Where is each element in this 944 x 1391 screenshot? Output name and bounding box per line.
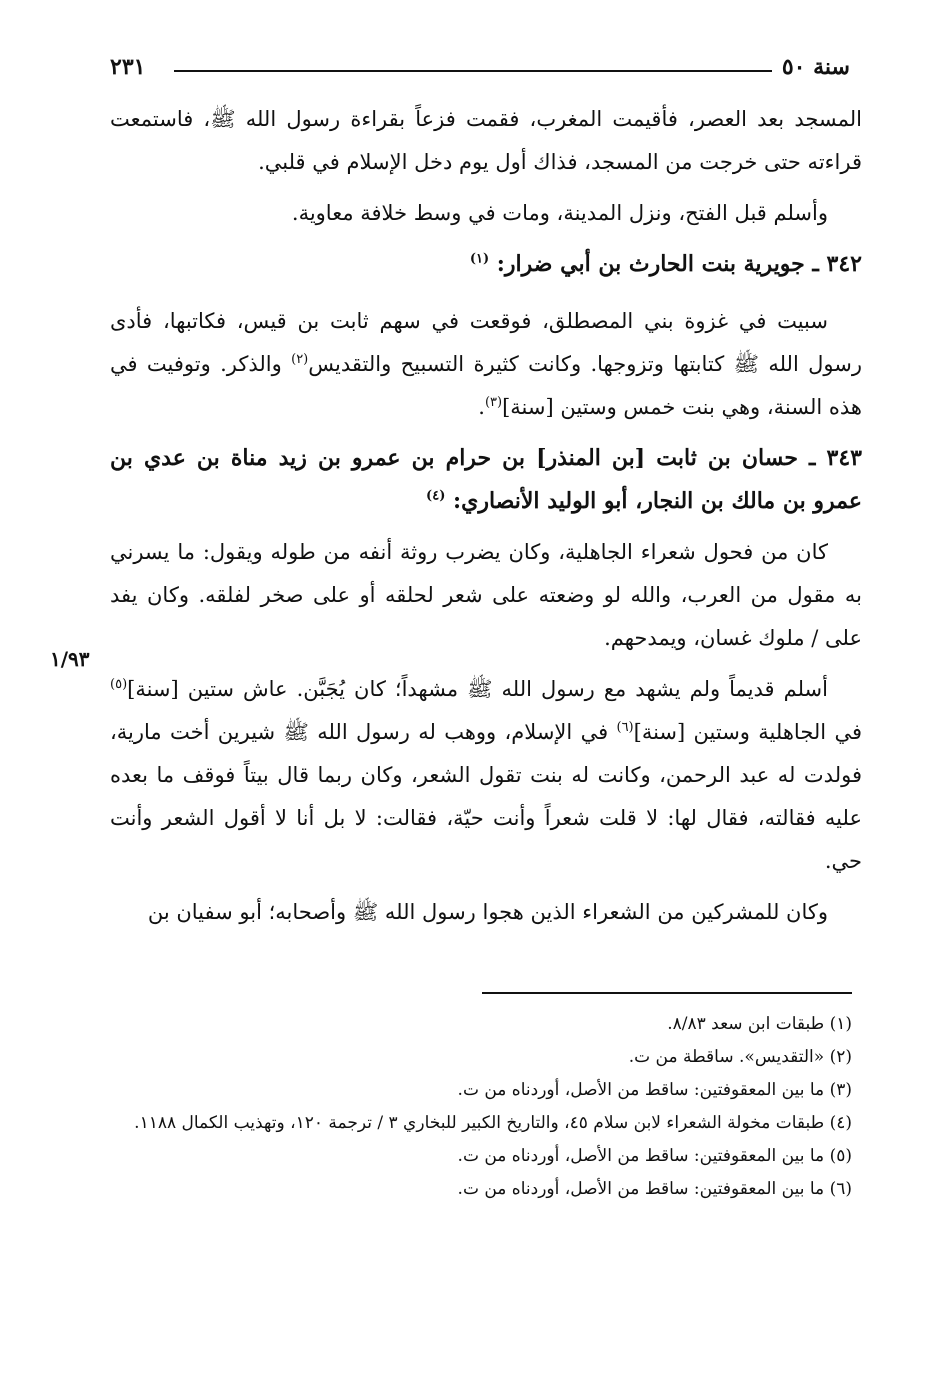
footnote-6: (٦) ما بين المعقوفتين: ساقط من الأصل، أوردناه من ت. (457, 1179, 852, 1199)
paragraph-juwayriya-part3: . (478, 395, 485, 419)
entry-heading-343 (110, 437, 862, 523)
paragraph-juwayriya-part2: والذكر. وتوفيت في هذه السنة، وهي بنت خمس وستين [سنة] (110, 352, 862, 419)
entry-heading-342 (110, 243, 862, 286)
footnote-ref-5[interactable]: (٥) (110, 677, 128, 692)
footnotes (110, 1008, 852, 1206)
paragraph-hassan-islam-part2: في الجاهلية وستين [سنة] (633, 720, 862, 744)
footnote-3: (٣) ما بين المعقوفتين: ساقط من الأصل، أوردناه من ت. (457, 1080, 852, 1100)
paragraph-hassan-islam-part3: في الإسلام، ووهب له رسول الله ﷺ شيرين أخت مارية، فولدت له عبد الرحمن، وكانت له بنت تقول الشعر، وكان ربما قال بيتاً فوقف ما بعده عليه فقالته، فقال لها: لا قلت شعراً وأنت حيّة، فقالت: لا بل أنا لا أقول الشعر وأنت حي. (110, 720, 862, 873)
running-header (110, 52, 850, 92)
paragraph-hassan-poet: كان من فحول شعراء الجاهلية، وكان يضرب روثة أنفه من طوله ويقول: ما يسرني به مقول من العرب، والله لو وضعته على شعر لحلقه أو على صخر لفلقه. وكان يفد على / ملوك غسان، ويمدحهم. (110, 540, 862, 650)
footnote-ref-4[interactable]: (٤) (426, 488, 446, 504)
footnote-1: (١) طبقات ابن سعد ٨/٨٣. (667, 1014, 852, 1034)
entry-heading-343-text: ٣٤٣ ـ حسان بن ثابت [بن المنذر] بن حرام بن عمرو بن زيد مناة بن عدي بن عمرو بن مالك بن النجار، أبو الوليد الأنصاري: (110, 445, 862, 514)
footnote-ref-6[interactable]: (٦) (616, 720, 634, 735)
paragraph-conversion: وأسلم قبل الفتح، ونزل المدينة، ومات في وسط خلافة معاوية. (291, 201, 828, 225)
footnote-2: (٢) «التقديس». ساقطة من ت. (628, 1047, 852, 1067)
margin-folio-note: ١/٩٣ (50, 647, 90, 671)
page-number: ٢٣١ (110, 54, 146, 80)
footnote-5: (٥) ما بين المعقوفتين: ساقط من الأصل، أوردناه من ت. (457, 1146, 852, 1166)
paragraph-juwayriya-part1: سبيت في غزوة بني المصطلق، فوقعت في سهم ثابت بن قيس، فكاتبها، فأدى رسول الله ﷺ كتابتها وتزوجها. وكانت كثيرة التسبيح والتقديس (110, 309, 862, 376)
paragraph-hassan-islam-part1: أسلم قديماً ولم يشهد مع رسول الله ﷺ مشهداً؛ كان يُجَبَّن. عاش ستين [سنة] (127, 677, 828, 701)
paragraph-juwayriya (110, 300, 862, 429)
header-rule (174, 70, 772, 72)
header-section-title: سنة ٥٠ (781, 54, 850, 80)
footnote-ref-3[interactable]: (٣) (484, 395, 503, 410)
paragraph-continuation: المسجد بعد العصر، فأقيمت المغرب، فقمت فزعاً بقراءة رسول الله ﷺ، فاستمعت قراءته حتى خرجت من المسجد، فذاك أول يوم دخل الإسلام في قلبي. (110, 107, 862, 174)
paragraph-hassan-islam (110, 668, 862, 883)
footnote-ref-2[interactable]: (٢) (291, 352, 309, 367)
entry-heading-342-text: ٣٤٢ ـ جويرية بنت الحارث بن أبي ضرار: (496, 251, 862, 277)
main-text (110, 98, 862, 934)
paragraph-mushrik-poets: وكان للمشركين من الشعراء الذين هجوا رسول الله ﷺ وأصحابه؛ أبو سفيان بن (147, 900, 828, 924)
footnote-separator (482, 992, 852, 994)
footnote-4: (٤) طبقات مخولة الشعراء لابن سلام ٤٥، والتاريخ الكبير للبخاري ٣ / ترجمة ١٢٠، وتهذيب الكمال ١١٨٨. (134, 1113, 852, 1133)
footnote-ref-1[interactable]: (١) (469, 251, 490, 267)
